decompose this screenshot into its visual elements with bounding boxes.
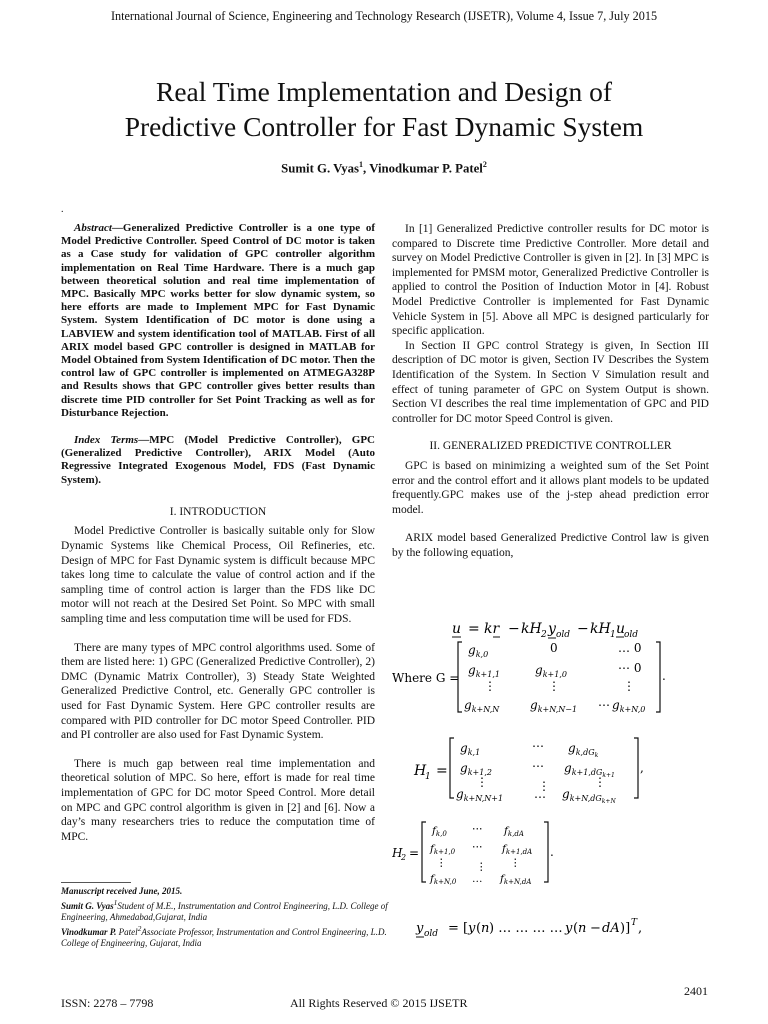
author-separator: , (363, 161, 370, 176)
svg-text:⋮: ⋮ (476, 775, 488, 789)
svg-text:⋮: ⋮ (476, 861, 487, 873)
svg-text:⋮: ⋮ (548, 679, 560, 693)
svg-text:…: … (472, 873, 483, 885)
author-list (0, 160, 768, 176)
author-2-affil: 2 (482, 160, 487, 169)
gpc-paragraph-2: ARIX model based Generalized Predictive Control law is given by the following equation, (392, 532, 709, 559)
svg-text:⋮: ⋮ (538, 779, 550, 793)
y-old-equation (415, 918, 642, 939)
svg-text:.: . (662, 669, 666, 683)
svg-text:y: y (468, 921, 476, 936)
h1-matrix (413, 738, 644, 805)
svg-text:=: = (409, 846, 420, 860)
where-label: Where G = (392, 671, 460, 685)
svg-text:=: = (468, 621, 480, 637)
g-matrix (392, 641, 666, 714)
section-1-heading: I. INTRODUCTION (169, 505, 267, 518)
svg-text:gk,1: $g_{k,1}$ (460, 741, 481, 757)
title-line-1: Real Time Implementation and Design of (156, 76, 612, 107)
svg-text:−: − (508, 621, 520, 637)
svg-text:fk+N,dA: fk+N,dA (500, 873, 532, 886)
footer-rights: All Rights Reserved © 2015 IJSETR (290, 996, 468, 1010)
abstract (61, 222, 375, 420)
svg-text:⋯: ⋯ (598, 698, 610, 712)
svg-text:) … … … …: ) … … … … (489, 921, 563, 936)
svg-text:1: 1 (425, 772, 431, 782)
equations-svg (392, 600, 722, 945)
page-number: 2401 (684, 984, 708, 998)
title-line-2: Predictive Controller for Fast Dynamic System (124, 111, 644, 142)
svg-text:= [: = [ (448, 921, 469, 936)
control-law-equation (452, 621, 638, 640)
svg-text:)]: )] (620, 921, 631, 936)
author-1-affil: 1 (359, 160, 364, 169)
svg-text:=: = (436, 763, 448, 779)
svg-text:2: 2 (401, 853, 407, 862)
svg-text:H: H (392, 846, 403, 860)
svg-text:old: old (556, 630, 571, 640)
svg-text:fk+1,0: fk+1,0 (430, 843, 456, 856)
paper-title (40, 74, 728, 144)
index-terms-label: Index Terms (74, 434, 139, 447)
svg-text:u: u (616, 621, 626, 637)
author-1: Sumit G. Vyas (281, 161, 360, 176)
svg-text:⋯: ⋯ (472, 841, 483, 853)
footnote-author-2: Vinodkumar P. Patel$^2$Associate Professor, Instrumentation and Control Engineering, L.D. College of Engineering, Gujarat, India (61, 924, 387, 949)
intro-paragraph-3: There is much gap between real time implementation and theoretical solution of MPC. So here, effort is made for real time implementation of GPC for DC motor Speed Control. More detail on MPC and GPC control algorithm is given in [2] and [6]. Now a day’s many researchers tries to reduce the computation time of MPC. (61, 757, 375, 843)
svg-text:…: … (534, 787, 546, 801)
svg-text:kH: kH (521, 621, 542, 637)
svg-text:⋯: ⋯ (532, 739, 544, 753)
abstract-text: —Generalized Predictive Controller is a one type of Model Predictive Controller. Speed Control of DC motor is taken as a Case study for validation of GPC controller algorithm implementation on Real Time Hardware. There is a much gap between theoretical solution and real time implementation of MPC. Basically MPC works better for slow dynamic system, so here efforts are made to Implement MPC for Fast Dynamic System. System Identification of DC motor is done using a LABVIEW and system identification tool of MATLAB. First of all ARIX model based GPC controller is designed in MATLAB for Model Obtained from System Identification of DC motor. Then the control law of GPC controller is implemented on ATMEGA328P and Results shows that GPC controller gives better results than discrete time PID controller for Set Point Tracking as well as for Disturbance Rejection. (61, 222, 375, 419)
footnote-rule (61, 882, 131, 883)
svg-text:gk+1,1: $g_{k+1,1}$ (468, 663, 500, 679)
svg-text:⋮: ⋮ (594, 775, 606, 789)
right-paragraph-2: In Section II GPC control Strategy is given, In Section III description of DC motor is given, Section IV Describes the System Identification of the System. In Section V Simulation result and effect of tuning parameter of GPC on System Output is shown. Section VI describes the real time implementation of GPC and PID controller for DC motor Speed Control is given. (392, 339, 709, 425)
section-2-heading: II. GENERALIZED PREDICTIVE CONTROLLER (429, 440, 672, 453)
svg-text:(: ( (476, 921, 482, 936)
left-column (61, 222, 375, 844)
svg-text:n: n (578, 921, 587, 936)
svg-text:gk+N,dGk+N: $g_{k+N,dG}k+N$ (562, 787, 616, 805)
svg-text:−: − (577, 621, 589, 637)
index-terms-text: —MPC (Model Predictive Controller), GPC (Generalized Predictive Controller), ARIX Model (Auto Regressive Integrated Exogenous Model, FDS (Fast Dynamic System). (61, 434, 375, 486)
right-paragraph-1: In [1] Generalized Predictive controller results for DC motor is compared to Discrete time Predictive Controller. More detail and survey on Model Predictive Controller is given in [2]. In [3] MPC is implemented for PMSM motor, Generalized Predictive Controller is applied to control the Position of Induction Motor in [4]. Robust Model Predictive Controller is implemented for Fast Dynamic Vehicle System in [5]. Above all MPC is designed particularly for specific application. (392, 223, 709, 338)
svg-text:u: u (452, 621, 462, 637)
svg-text:⋯ 0: ⋯ 0 (618, 661, 642, 675)
svg-text:H: H (414, 763, 427, 779)
svg-text:(: ( (573, 921, 579, 936)
svg-text:T: T (631, 918, 638, 928)
svg-text:⋮: ⋮ (436, 857, 447, 869)
svg-text:gk+N,0: $g_{k+N,0}$ (612, 698, 646, 714)
svg-text:kr: kr (484, 621, 500, 637)
svg-text:y: y (548, 621, 556, 637)
svg-text:,: , (640, 761, 644, 775)
footer-issn: ISSN: 2278 – 7798 (61, 996, 154, 1010)
svg-text:⋯: ⋯ (532, 759, 544, 773)
svg-text:old: old (424, 929, 439, 939)
svg-text:y: y (416, 921, 424, 936)
svg-text:⋮: ⋮ (510, 857, 521, 869)
svg-text:fk,0: fk,0 (432, 825, 447, 838)
stray-dot: . (61, 204, 64, 215)
gpc-paragraph-1: GPC is based on minimizing a weighted sum of the Set Point error and the control effort and it allows plant models to be updated frequently.GPC makes use of the j-step ahead prediction error model. (392, 459, 709, 516)
svg-text:old: old (624, 630, 639, 640)
svg-text:1: 1 (610, 630, 616, 640)
svg-text:gk,dGk: $g_{k,dG}k$ (568, 741, 599, 759)
svg-text:−: − (590, 921, 601, 936)
svg-text:gk,0: $g_{k,0}$ (468, 643, 489, 659)
footnote-author-1: Sumit G. Vyas$^1$Student of M.E., Instrumentation and Control Engineering, L.D. College of Engineering, Ahmedabad,Gujarat, India (61, 898, 388, 923)
svg-text:0: 0 (550, 641, 558, 655)
svg-text:dA: dA (602, 921, 620, 936)
svg-text:⋮: ⋮ (484, 679, 496, 693)
svg-text:⋮: ⋮ (623, 679, 635, 693)
index-terms (61, 434, 375, 487)
svg-text:y: y (565, 921, 573, 936)
svg-text:gk+N,N+1: $g_{k+N,N+1}$ (456, 787, 504, 803)
svg-text:fk,dA: fk,dA (504, 825, 524, 838)
journal-header: International Journal of Science, Engineering and Technology Research (IJSETR), Volume 4, Issue 7, July 2015 (110, 9, 658, 23)
intro-paragraph-2: There are many types of MPC control algorithms used. Some of them are listed here: 1) GPC (Generalized Predictive Controller), 2) DMC (Dynamic Matrix Controller), 3) Steady State Weighted Generalized Predictive Control, etc. Generally GPC controller is used for Fast Dynamic System. Here GPC controller results are compared with PID controller for DC motor Speed Controller. PID and PI controller are also used for Fast Dynamic System. (61, 641, 375, 742)
svg-text:⋯: ⋯ (472, 823, 483, 835)
svg-text:… 0: … 0 (618, 641, 642, 655)
abstract-label: Abstract (74, 222, 112, 234)
footnote-received: Manuscript received June, 2015. (61, 886, 183, 896)
svg-text:fk+1,dA: fk+1,dA (502, 843, 533, 856)
footnotes (61, 886, 391, 949)
svg-text:n: n (481, 921, 490, 936)
svg-text:kH: kH (590, 621, 611, 637)
svg-text:gk+1,0: $g_{k+1,0}$ (535, 663, 567, 679)
h2-matrix (392, 822, 554, 886)
svg-text:.: . (550, 845, 554, 859)
author-2: Vinodkumar P. Patel (369, 161, 483, 176)
svg-text:,: , (638, 921, 643, 936)
svg-text:2: 2 (541, 630, 547, 640)
right-column (392, 222, 709, 560)
svg-text:gk+1,dGk+1: $g_{k+1,dG}k+1$ (564, 761, 615, 779)
svg-text:gk+1,2: $g_{k+1,2}$ (460, 761, 492, 777)
svg-text:gk+N,N: $g_{k+N,N}$ (464, 698, 500, 714)
svg-text:gk+N,N−1: $g_{k+N,N-1}$ (530, 698, 578, 714)
svg-text:fk+N,0: fk+N,0 (430, 873, 457, 886)
intro-paragraph-1: Model Predictive Controller is basically suitable only for Slow Dynamic Systems like Chemical Process, Oil Refineries, etc. Design of MPC for Fast Dynamic system is difficult because MPC takes long time to calculate the value of control action and if the sampling time of control action is larger than the FDS like DC motor will not reach at the Desired Set Point. So MPC with small sampling time and less computation time will be used for FDS. (61, 525, 375, 626)
